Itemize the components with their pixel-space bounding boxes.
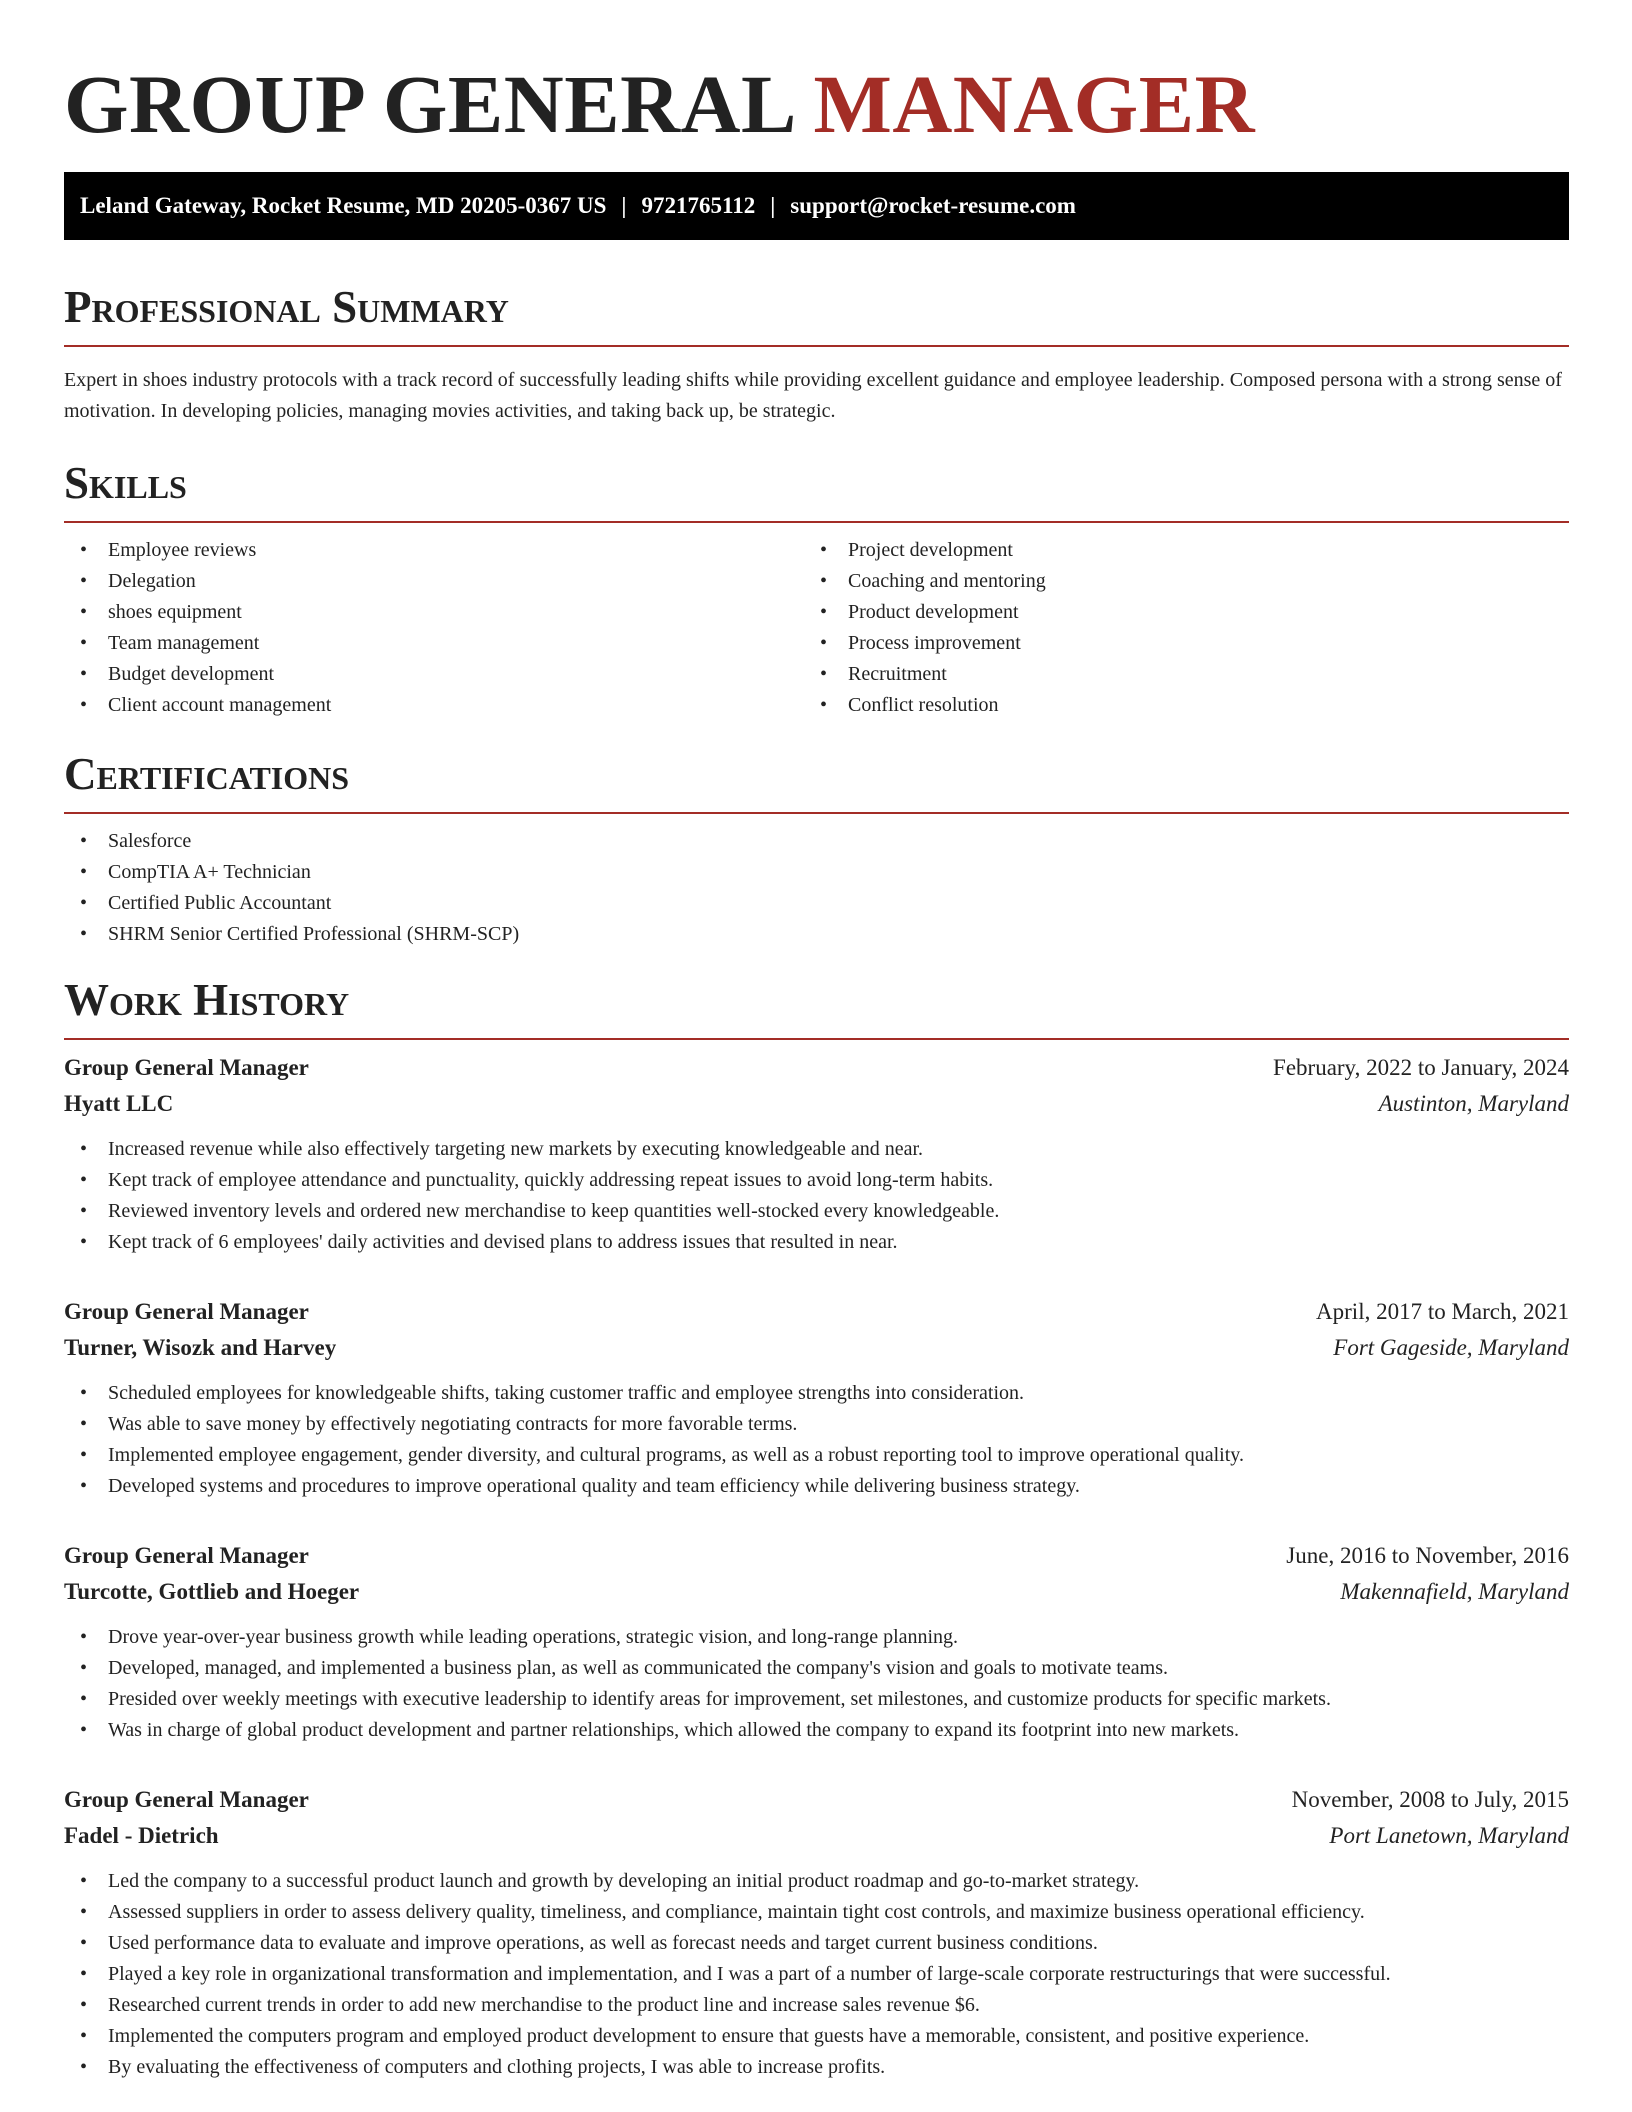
job-bullet: • Increased revenue while also effectively targeting new markets by executing knowledgeable and near. <box>64 1134 1569 1165</box>
skill-item: • Coaching and mentoring <box>804 566 1544 597</box>
job-bullet: • Reviewed inventory levels and ordered new merchandise to keep quantities well-stocked every knowledgeable. <box>64 1196 1569 1227</box>
certifications-list <box>64 826 1569 950</box>
skill-item: • Client account management <box>64 690 804 721</box>
certifications-section <box>64 747 1569 950</box>
job-dates: April, 2017 to March, 2021 <box>1316 1299 1569 1324</box>
job-bullet: • Kept track of employee attendance and punctuality, quickly addressing repeat issues to avoid long-term habits. <box>64 1165 1569 1196</box>
summary-section <box>64 280 1569 427</box>
skill-item: • Process improvement <box>804 628 1544 659</box>
job-bullet: • Was in charge of global product development and partner relationships, which allowed the company to expand its footprint into new markets. <box>64 1715 1569 1746</box>
title-dark-part: GROUP GENERAL <box>64 58 793 150</box>
skill-item: • Product development <box>804 597 1544 628</box>
job-entry <box>64 1782 1569 2083</box>
section-heading: Certifications <box>64 749 350 799</box>
skill-item: • Conflict resolution <box>804 690 1544 721</box>
skills-list-left <box>64 535 804 721</box>
job-company-row <box>64 1818 1569 1854</box>
job-bullet: • Assessed suppliers in order to assess delivery quality, timeliness, and compliance, maintain tight cost controls, and maximize business operational efficiency. <box>64 1897 1569 1928</box>
title-accent-part: MANAGER <box>813 58 1256 150</box>
job-bullet: • Kept track of 6 employees' daily activities and devised plans to address issues that resulted in near. <box>64 1227 1569 1258</box>
job-bullet: • Presided over weekly meetings with executive leadership to identify areas for improvement, set milestones, and customize products for specific markets. <box>64 1684 1569 1715</box>
section-heading: Professional Summary <box>64 282 509 332</box>
skill-item: • Delegation <box>64 566 804 597</box>
job-company: Turner, Wisozk and Harvey <box>64 1335 337 1360</box>
certification-item: • SHRM Senior Certified Professional (SHRM-SCP) <box>64 919 1569 950</box>
job-bullet: • Developed systems and procedures to improve operational quality and team efficiency while delivering business strategy. <box>64 1471 1569 1502</box>
certification-item: • CompTIA A+ Technician <box>64 857 1569 888</box>
job-bullet: • Implemented employee engagement, gender diversity, and cultural programs, as well as a robust reporting tool to improve operational quality. <box>64 1440 1569 1471</box>
certification-item: • Salesforce <box>64 826 1569 857</box>
job-company-row <box>64 1574 1569 1610</box>
job-bullet: • Used performance data to evaluate and improve operations, as well as forecast needs and target current business conditions. <box>64 1928 1569 1959</box>
job-bullet-list <box>64 1134 1569 1258</box>
job-entry <box>64 1294 1569 1502</box>
section-heading: Skills <box>64 458 187 508</box>
skills-section <box>64 456 1569 721</box>
skills-list-right <box>804 535 1544 721</box>
contact-separator: | <box>621 193 627 218</box>
job-location: Austinton, Maryland <box>1378 1091 1569 1116</box>
job-company-row <box>64 1330 1569 1366</box>
job-bullet-list <box>64 1622 1569 1746</box>
job-bullet: • Researched current trends in order to add new merchandise to the product line and increase sales revenue $6. <box>64 1990 1569 2021</box>
job-bullet: • Played a key role in organizational transformation and implementation, and I was a part of a number of large-scale corporate restructurings that were successful. <box>64 1959 1569 1990</box>
contact-address: Leland Gateway, Rocket Resume, MD 20205-0367 US <box>80 193 607 218</box>
job-bullet-list <box>64 1866 1569 2083</box>
job-company: Hyatt LLC <box>64 1091 174 1116</box>
work-history-section <box>64 973 1569 2083</box>
resume-content <box>64 50 1569 2083</box>
job-bullet: • Developed, managed, and implemented a business plan, as well as communicated the company's vision and goals to motivate teams. <box>64 1653 1569 1684</box>
job-location: Makennafield, Maryland <box>1340 1579 1569 1604</box>
skill-item: • Team management <box>64 628 804 659</box>
job-title: Group General Manager <box>64 1787 309 1812</box>
job-list <box>64 1050 1569 2083</box>
section-divider <box>64 1038 1569 1040</box>
job-bullet: • Led the company to a successful product launch and growth by developing an initial product roadmap and go-to-market strategy. <box>64 1866 1569 1897</box>
certification-item: • Certified Public Accountant <box>64 888 1569 919</box>
contact-separator: | <box>770 193 776 218</box>
skills-columns <box>64 523 1569 721</box>
section-divider <box>64 812 1569 814</box>
skill-item: • Employee reviews <box>64 535 804 566</box>
skill-item: • Recruitment <box>804 659 1544 690</box>
job-location: Fort Gageside, Maryland <box>1333 1335 1569 1360</box>
skill-item: • shoes equipment <box>64 597 804 628</box>
job-company: Turcotte, Gottlieb and Hoeger <box>64 1579 360 1604</box>
job-title-row <box>64 1294 1569 1330</box>
job-dates: February, 2022 to January, 2024 <box>1273 1055 1569 1080</box>
summary-text: Expert in shoes industry protocols with a track record of successfully leading shifts while providing excellent guidance and employee leadership. Composed persona with a strong sense of motivation. In developing policies, managing movies activities, and taking back up, be strategic. <box>64 369 1562 422</box>
job-title: Group General Manager <box>64 1299 309 1324</box>
job-company: Fadel - Dietrich <box>64 1823 219 1848</box>
job-title-row <box>64 1782 1569 1818</box>
contact-email: support@rocket-resume.com <box>790 193 1076 218</box>
job-bullet: • Was able to save money by effectively negotiating contracts for more favorable terms. <box>64 1409 1569 1440</box>
job-location: Port Lanetown, Maryland <box>1329 1823 1569 1848</box>
section-divider <box>64 345 1569 347</box>
job-bullet: • Scheduled employees for knowledgeable shifts, taking customer traffic and employee strengths into consideration. <box>64 1378 1569 1409</box>
skill-item: • Project development <box>804 535 1544 566</box>
job-bullet: • Drove year-over-year business growth while leading operations, strategic vision, and long-range planning. <box>64 1622 1569 1653</box>
job-title: Group General Manager <box>64 1543 309 1568</box>
job-dates: June, 2016 to November, 2016 <box>1286 1543 1569 1568</box>
job-bullet: • Implemented the computers program and employed product development to ensure that guests have a memorable, consistent, and positive experience. <box>64 2021 1569 2052</box>
job-title: Group General Manager <box>64 1055 309 1080</box>
job-bullet-list <box>64 1378 1569 1502</box>
section-heading: Work History <box>64 975 350 1025</box>
resume-title <box>64 50 1569 158</box>
job-entry <box>64 1050 1569 1258</box>
job-dates: November, 2008 to July, 2015 <box>1291 1787 1569 1812</box>
job-entry <box>64 1538 1569 1746</box>
job-title-row <box>64 1538 1569 1574</box>
contact-phone: 9721765112 <box>641 193 756 218</box>
contact-bar <box>64 172 1569 240</box>
job-title-row <box>64 1050 1569 1086</box>
job-company-row <box>64 1086 1569 1122</box>
job-bullet: • By evaluating the effectiveness of computers and clothing projects, I was able to increase profits. <box>64 2052 1569 2083</box>
skill-item: • Budget development <box>64 659 804 690</box>
